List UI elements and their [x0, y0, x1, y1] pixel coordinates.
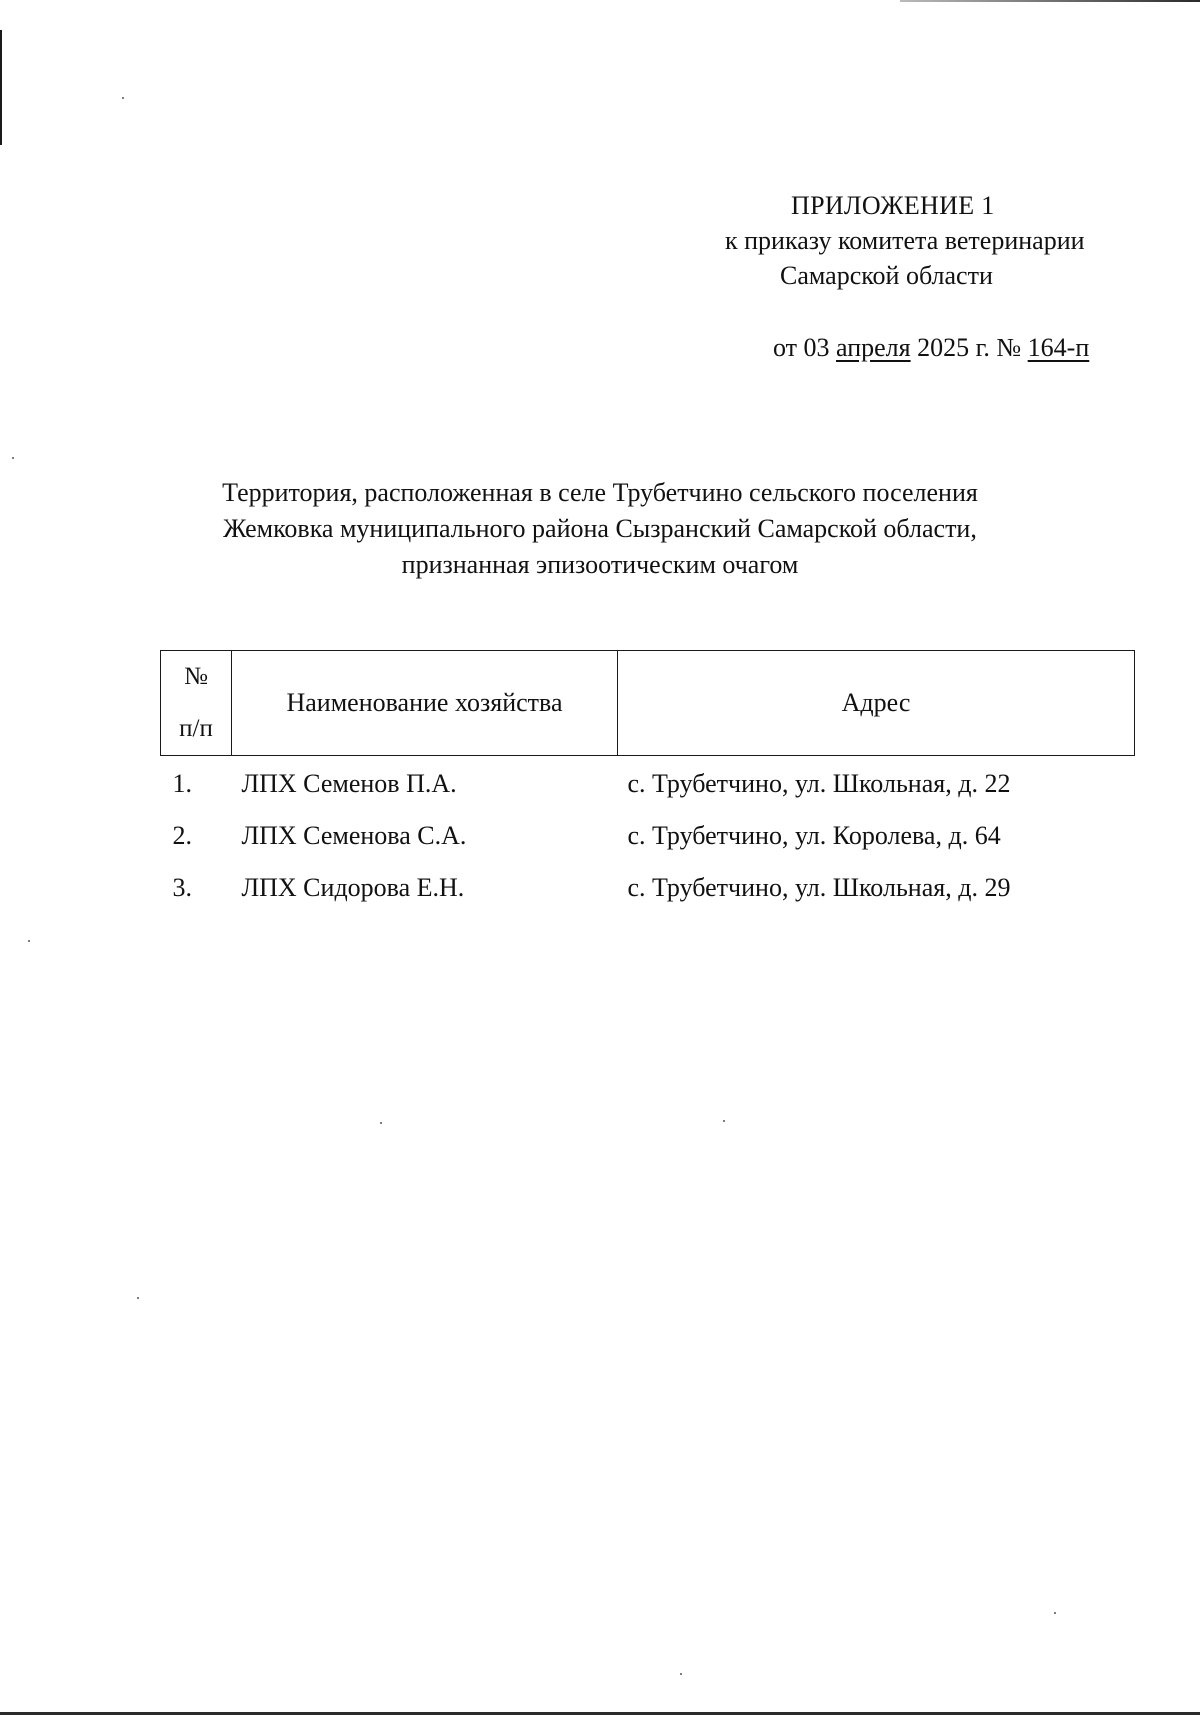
scan-edge-top	[900, 0, 1200, 2]
order-date-prefix: от 03	[773, 333, 830, 362]
row-number: 1.	[172, 769, 192, 798]
scan-speck	[137, 1297, 139, 1299]
heading-line-1: Территория, расположенная в селе Трубетчино сельского поселения	[222, 478, 978, 507]
scan-speck	[380, 1122, 382, 1124]
header-address: Адрес	[618, 651, 1135, 756]
order-date-month: апреля	[836, 333, 911, 362]
appendix-order-reference: к приказу комитета ветеринарии	[725, 226, 1085, 255]
header-farm-name: Наименование хозяйства	[232, 651, 618, 756]
appendix-region: Самарской области	[780, 261, 993, 290]
scan-speck	[122, 97, 124, 99]
scan-edge-left	[0, 30, 2, 145]
scan-speck	[723, 1120, 725, 1122]
heading-line-3: признанная эпизоотическим очагом	[401, 550, 799, 579]
row-farm-name: ЛПХ Семенов П.А.	[241, 769, 457, 798]
table-row	[161, 862, 1135, 914]
scan-speck	[28, 940, 30, 942]
row-address: с. Трубетчино, ул. Школьная, д. 22	[627, 769, 1011, 798]
header-number-abbr: п/п	[179, 715, 213, 742]
table-header-row	[161, 651, 1135, 756]
heading-line-2: Жемковка муниципального района Сызранский Самарской области,	[223, 514, 977, 543]
appendix-header	[700, 188, 1120, 293]
row-number: 3.	[172, 873, 192, 902]
document-heading	[150, 475, 1050, 583]
scan-speck	[12, 457, 14, 459]
header-number	[161, 651, 232, 756]
row-address: с. Трубетчино, ул. Королева, д. 64	[627, 821, 1001, 850]
row-farm-name: ЛПХ Сидорова Е.Н.	[241, 873, 465, 902]
header-number-sign: №	[184, 663, 208, 690]
row-farm-name: ЛПХ Семенова С.А.	[241, 821, 467, 850]
appendix-title: ПРИЛОЖЕНИЕ 1	[791, 191, 995, 220]
order-date-year: 2025 г. №	[917, 333, 1022, 362]
table-row	[161, 810, 1135, 862]
row-number: 2.	[172, 821, 192, 850]
scan-speck	[1054, 1612, 1056, 1614]
order-date-line	[773, 333, 1089, 363]
row-address: с. Трубетчино, ул. Школьная, д. 29	[627, 873, 1011, 902]
table-row	[161, 756, 1135, 811]
scan-speck	[680, 1673, 682, 1675]
order-number: 164-п	[1027, 333, 1090, 362]
farms-table	[160, 650, 1135, 914]
